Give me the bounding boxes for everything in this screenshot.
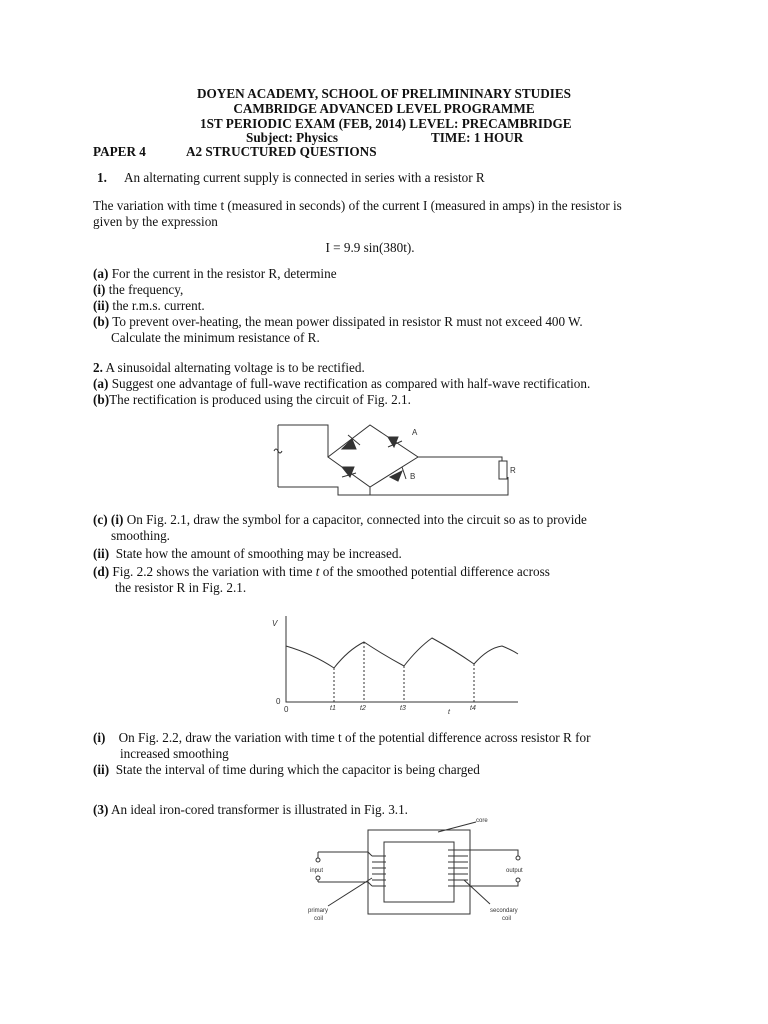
- q2-dii-label: (ii): [93, 762, 110, 777]
- q1-parts: [93, 266, 678, 346]
- q2-c-label: (c) (i): [93, 512, 124, 527]
- q2-d-text2: the resistor R in Fig. 2.1.: [115, 580, 247, 595]
- q1-text-line2: given by the expression: [93, 214, 218, 229]
- q2-number: 2.: [93, 360, 103, 375]
- q2-b-label: (b): [93, 392, 110, 407]
- graph-origin-label: 0: [284, 705, 289, 714]
- q2-c-text2: smoothing.: [111, 528, 170, 543]
- graph-t-label: t: [448, 709, 450, 716]
- secondary-coil-label-1: secondary: [490, 908, 518, 914]
- q2-di-text2: increased smoothing: [120, 746, 229, 761]
- q2-dii-text: State the interval of time during which the capacitor is being charged: [115, 762, 480, 777]
- q1-a-text: For the current in the resistor R, determine: [111, 266, 337, 281]
- graph-t1-label: t1: [330, 705, 336, 712]
- programme-title: CAMBRIDGE ADVANCED LEVEL PROGRAMME: [233, 101, 535, 116]
- time-label: TIME: 1 HOUR: [431, 130, 524, 145]
- q2-c-block: [93, 512, 678, 596]
- graph-zero-label: 0: [276, 697, 281, 706]
- input-label: input: [310, 868, 324, 874]
- paper-number: PAPER 4: [93, 144, 146, 159]
- q2-d-text1-post: of the smoothed potential difference across: [319, 564, 550, 579]
- exam-title: 1ST PERIODIC EXAM (FEB, 2014) LEVEL: PRECAMBRIDGE: [200, 116, 572, 131]
- school-name: DOYEN ACADEMY, SCHOOL OF PRELIMININARY STUDIES: [197, 86, 571, 101]
- bridge-rectifier-circuit: [270, 415, 520, 500]
- primary-coil-label-2: coil: [314, 916, 324, 922]
- q1-a-label: (a): [93, 266, 109, 281]
- q1-b-text2: Calculate the minimum resistance of R.: [111, 330, 320, 345]
- graph-t4-label: t4: [470, 705, 476, 712]
- q1-i-text: the frequency,: [108, 282, 184, 297]
- secondary-coil-label-2: coil: [502, 916, 512, 922]
- diode-b-label: B: [410, 472, 416, 481]
- q1-ii-text: the r.m.s. current.: [112, 298, 205, 313]
- smoothed-pd-graph: [268, 612, 524, 716]
- q2-d-text1-t: t: [315, 564, 320, 579]
- q3-intro: An ideal iron-cored transformer is illustrated in Fig. 3.1.: [110, 802, 408, 817]
- q1-text-line1: The variation with time t (measured in seconds) of the current I (measured in amps) in the resistor is: [93, 198, 622, 213]
- q2-b-text: The rectification is produced using the circuit of Fig. 2.1.: [109, 392, 411, 407]
- q1-intro: An alternating current supply is connected in series with a resistor R: [124, 170, 485, 185]
- q2-d-text1-pre: Fig. 2.2 shows the variation with time: [112, 564, 316, 579]
- q2-cii-label: (ii): [93, 546, 110, 561]
- q1-b-text: To prevent over-heating, the mean power dissipated in resistor R must not exceed 400 W.: [112, 314, 583, 329]
- q2-a-label: (a): [93, 376, 109, 391]
- output-label: output: [506, 868, 523, 874]
- diode-a-label: A: [412, 428, 418, 437]
- q2-c-text1: On Fig. 2.1, draw the symbol for a capacitor, connected into the circuit so as to provide: [126, 512, 587, 527]
- q1-number: 1.: [97, 170, 107, 185]
- q2-intro: A sinusoidal alternating voltage is to be rectified.: [105, 360, 365, 375]
- core-label: core: [476, 818, 488, 824]
- q2-di-text1: On Fig. 2.2, draw the variation with time t of the potential difference across resistor R for: [118, 730, 591, 745]
- subject-label: Subject: Physics: [246, 130, 338, 145]
- graph-v-label: V: [272, 619, 278, 628]
- q1-b-label: (b): [93, 314, 110, 329]
- q2-block: [93, 360, 678, 408]
- q2-d-sub-block: [93, 730, 678, 778]
- q2-cii-text: State how the amount of smoothing may be increased.: [115, 546, 402, 561]
- q3-number: (3): [93, 802, 109, 817]
- q1-formula: I = 9.9 sin(380t).: [325, 240, 415, 255]
- graph-t3-label: t3: [400, 705, 406, 712]
- q1-i-label: (i): [93, 282, 106, 297]
- q2-di-label: (i): [93, 730, 106, 745]
- graph-t2-label: t2: [360, 705, 366, 712]
- q1-ii-label: (ii): [93, 298, 110, 313]
- resistor-label: R: [510, 466, 516, 475]
- transformer-diagram: [298, 816, 548, 928]
- primary-coil-label-1: primary: [308, 908, 329, 914]
- q2-a-text: Suggest one advantage of full-wave rectification as compared with half-wave rectification.: [111, 376, 591, 391]
- q2-d-label: (d): [93, 564, 110, 579]
- paper-title: A2 STRUCTURED QUESTIONS: [186, 144, 377, 159]
